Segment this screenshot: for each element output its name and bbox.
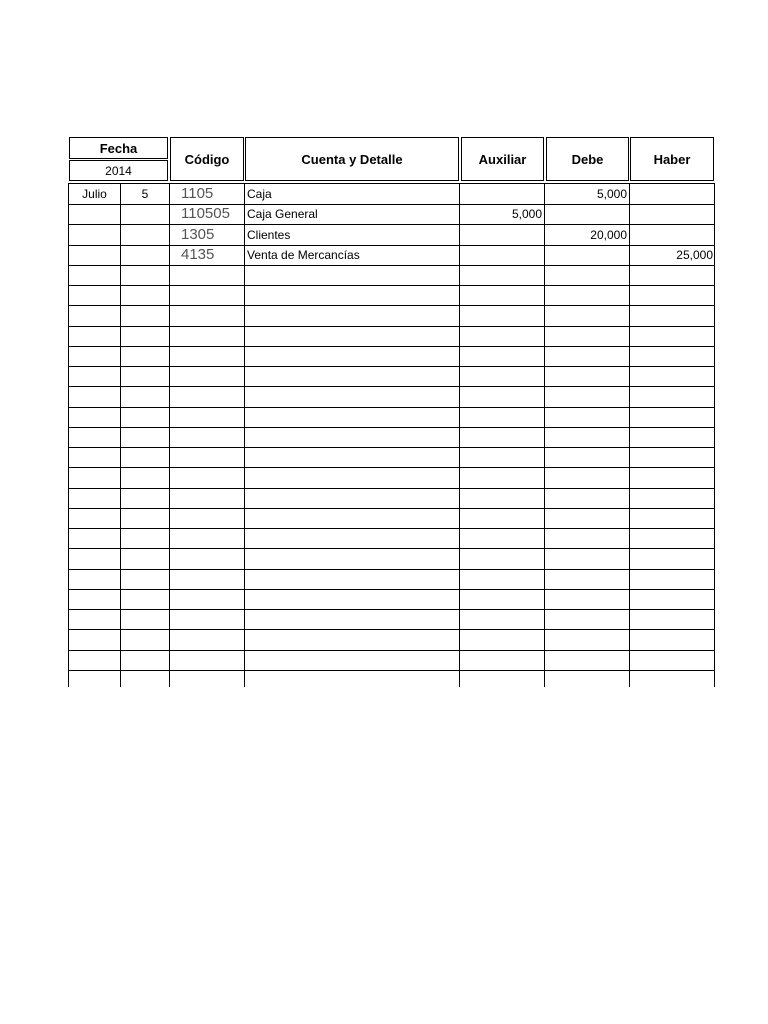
row-month [69,225,120,245]
grid-line [68,265,715,266]
row-day: 5 [141,187,149,201]
row-debe [545,204,627,224]
codigo-header-label: Código [184,151,230,167]
row-day [121,204,169,224]
grid-line [68,467,715,468]
fecha-header [69,137,168,159]
grid-line [68,629,715,630]
row-month [69,245,120,265]
row-day [121,225,169,245]
row-haber: 25,000 [676,248,713,262]
codigo-header [170,137,244,181]
grid-line [244,184,245,687]
row-account: Caja General [247,207,318,221]
cuenta-header [245,137,459,181]
row-debe: 5,000 [596,187,627,201]
ledger-grid [68,183,715,687]
grid-line [68,427,715,428]
row-haber [630,184,713,204]
grid-line [68,650,715,651]
row-account: Caja [247,187,272,201]
haber-header-label: Haber [653,151,691,167]
grid-line [68,488,715,489]
debe-header [546,137,629,181]
row-auxiliar [460,245,542,265]
debe-header-label: Debe [571,151,604,167]
row-haber [630,225,713,245]
grid-line [68,670,715,671]
grid-line [68,548,715,549]
row-auxiliar: 5,000 [511,207,542,221]
grid-line [68,447,715,448]
grid-line [68,366,715,367]
grid-line [68,326,715,327]
row-day [121,245,169,265]
row-haber [630,204,713,224]
row-code: 1305 [181,226,215,243]
row-auxiliar [460,225,542,245]
grid-line [714,184,715,687]
grid-line [68,508,715,509]
auxiliar-header [461,137,544,181]
row-month [69,204,120,224]
grid-line [68,407,715,408]
grid-line [68,386,715,387]
row-code: 1105 [181,185,214,202]
row-auxiliar [460,184,542,204]
grid-line [68,609,715,610]
grid-line [68,285,715,286]
grid-line [68,569,715,570]
grid-line [169,184,170,687]
row-account: Venta de Mercancías [247,248,360,262]
row-code: 4135 [181,246,215,263]
haber-header [630,137,714,181]
row-debe: 20,000 [590,228,627,242]
grid-line [68,346,715,347]
grid-line [68,589,715,590]
grid-line [68,305,715,306]
cuenta-header-label: Cuenta y Detalle [301,151,403,167]
auxiliar-header-label: Auxiliar [478,151,527,167]
year-header-label: 2014 [105,163,132,178]
grid-line [68,528,715,529]
row-account: Clientes [247,228,291,242]
row-month: Julio [82,187,107,201]
fecha-header-label: Fecha [99,140,138,156]
row-code: 110505 [181,205,230,222]
row-debe [545,245,627,265]
year-header [69,160,168,181]
